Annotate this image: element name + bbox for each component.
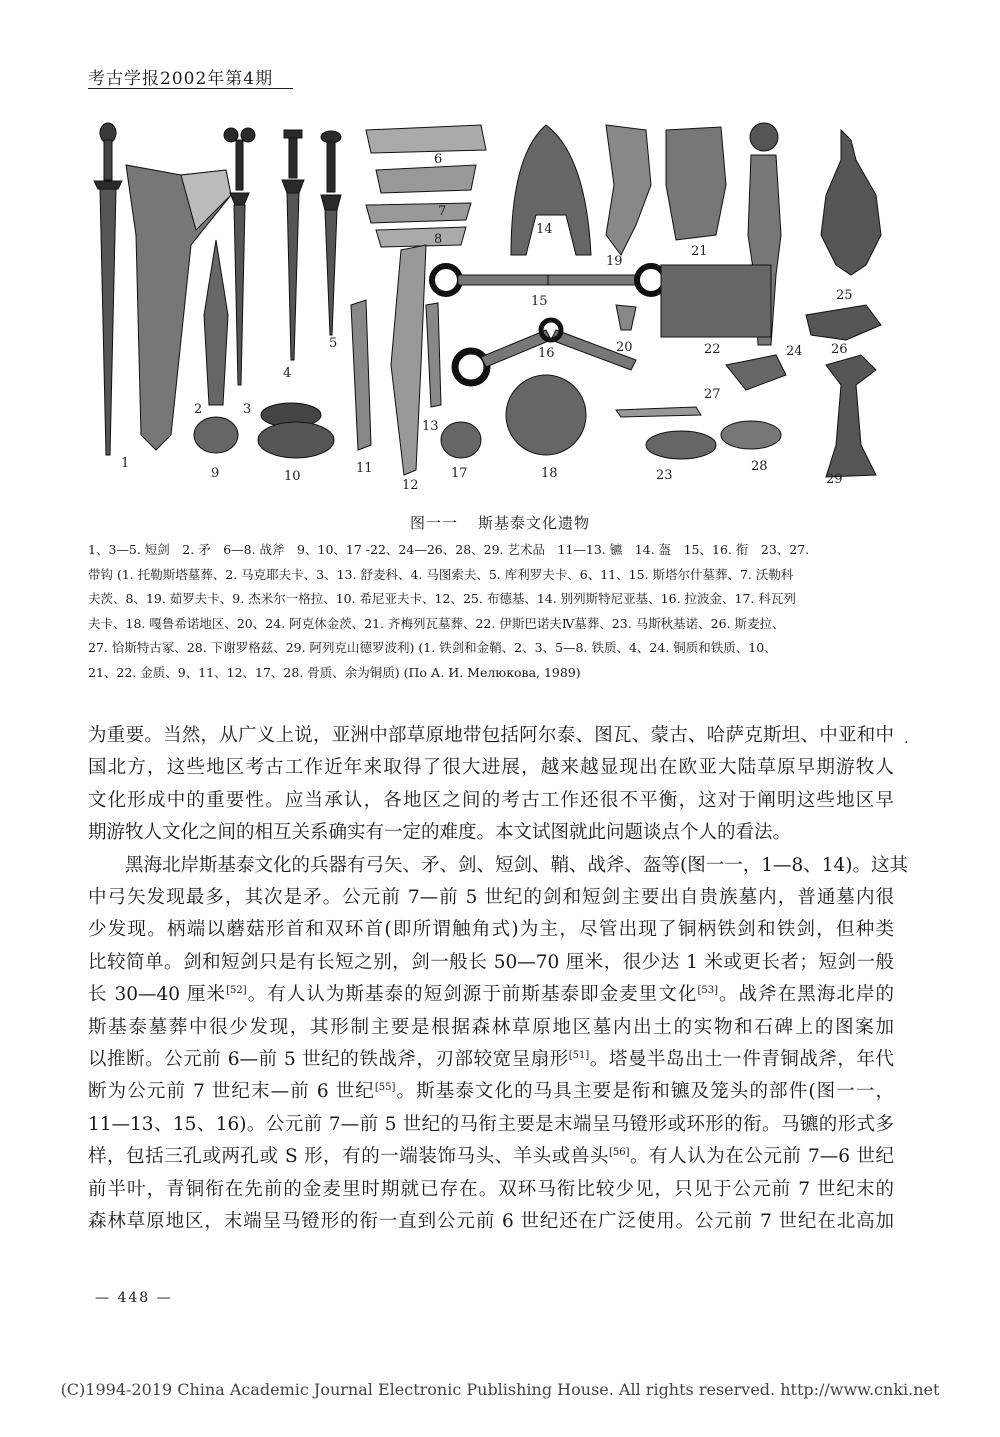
fig-label-25: 25: [836, 288, 853, 303]
body-fragment: 。战斧在黑海北岸的: [718, 984, 894, 1006]
fig-label-17: 17: [451, 466, 468, 481]
margin-mark: ·: [904, 735, 909, 751]
page-number: — 448 —: [95, 1290, 173, 1306]
dagger-5-drawing: [321, 131, 341, 335]
fig-label-18: 18: [541, 466, 558, 481]
plaque-22-drawing: [661, 265, 771, 337]
body-line: 森林草原地区，末端呈马镫形的衔一直到公元前 6 世纪还在广泛使用。公元前 7 世纪在北高加: [88, 1211, 894, 1233]
artifact-figure: [86, 115, 886, 500]
body-line: [88, 1076, 894, 1108]
figure-caption: [88, 538, 894, 685]
fig-label-2: 2: [194, 402, 203, 417]
fig-label-24: 24: [786, 344, 803, 359]
body-fragment: 断为公元前 7 世纪末—前 6 世纪: [88, 1081, 375, 1103]
body-fragment: 以推断。公元前 6—前 5 世纪的铁战斧，刃部较宽呈扇形: [88, 1049, 569, 1071]
fig-label-5: 5: [329, 336, 338, 351]
cheekpieces-11-13-drawing: [351, 245, 441, 475]
fig-label-12: 12: [402, 478, 419, 493]
fig-label-22: 22: [704, 342, 721, 357]
body-line: 黑海北岸斯基泰文化的兵器有弓矢、矛、剑、短剑、鞘、战斧、盔等(图一一，1—8、14)。这其: [125, 854, 909, 876]
sword-1-drawing: [94, 123, 122, 455]
fig-label-28: 28: [751, 459, 768, 474]
body-line: 前半叶，青铜衔在先前的金麦里时期就已存在。双环马衔比较少见，只见于公元前 7 世纪末的: [88, 1178, 894, 1200]
body-fragment: 。有人认为在公元前 7—6 世纪: [629, 1146, 894, 1168]
finial-25-drawing: [821, 130, 881, 275]
body-line: [88, 1044, 894, 1076]
fig-label-23: 23: [656, 468, 673, 483]
header-rule: [88, 88, 293, 89]
fig-label-1: 1: [121, 456, 130, 471]
art-19-drawing: [606, 125, 651, 255]
body-line: [88, 1141, 894, 1173]
caption-line: 夫卡、18. 嘎鲁希诺地区、20、24. 阿克休金茨、21. 齐梅列瓦墓葬、22. 伊斯巴诺夫Ⅳ墓葬、23. 马斯秋基诺、26. 斯麦拉、: [88, 615, 785, 631]
caption-line: 带钩 (1. 托勒斯塔墓葬、2. 马克耶夫卡、3、13. 舒麦科、4. 马图索夫、5. 库利罗夫卡、6、11、15. 斯塔尔什墓葬、7. 沃勒科: [88, 566, 794, 582]
art-23-28-drawing: [616, 407, 781, 459]
caption-line: 夫茨、8、19. 茹罗夫卡、9. 杰米尔一格拉、10. 希尼亚夫卡、12、25. 布德基、14. 别列斯特尼亚基、16. 拉波金、17. 科瓦列: [88, 591, 796, 606]
fig-label-13: 13: [422, 419, 439, 434]
fig-label-10: 10: [284, 469, 301, 484]
fig-label-15: 15: [531, 294, 548, 309]
figure-number: 图一一: [409, 514, 458, 532]
body-line: 比较简单。剑和短剑只是有长短之别，剑一般长 50—70 厘米，很少达 1 米或更长者；短剑一般: [88, 951, 894, 973]
body-line: 文化形成中的重要性。应当承认，各地区之间的考古工作还很不平衡，这对于阐明这些地区早: [88, 789, 894, 811]
fig-label-19: 19: [606, 254, 623, 269]
fig-label-11: 11: [356, 461, 373, 476]
dagger-4-drawing: [282, 130, 304, 360]
fig-label-27: 27: [704, 387, 721, 402]
figure-name: 斯基泰文化遗物: [478, 514, 591, 532]
art-27-drawing: [726, 355, 786, 390]
body-line: 中弓矢发现最多，其次是矛。公元前 7—前 5 世纪的剑和短剑主要出自贵族墓内，普通墓内很: [88, 887, 894, 909]
body-fragment: 。斯基泰文化的马具主要是衔和镳及笼头的部件(图一一，: [395, 1081, 894, 1103]
figure-title: [0, 512, 1000, 533]
body-line: 期游牧人文化之间的相互关系确实有一定的难度。本文试图就此问题谈点个人的看法。: [88, 822, 792, 844]
body-line: 斯基泰墓葬中很少发现，其形制主要是根据森林草原地区墓内出土的实物和石碑上的图案加: [88, 1016, 894, 1038]
fig-label-21: 21: [691, 244, 708, 259]
fig-label-14: 14: [536, 222, 553, 237]
fig-label-3: 3: [243, 402, 252, 417]
reference-56[interactable]: [56]: [608, 1147, 630, 1159]
body-fragment: 。有人认为斯基泰的短剑源于前斯基泰即金麦里文化: [246, 984, 698, 1006]
copyright-notice: (C)1994-2019 China Academic Journal Electronic Publishing House. All rights reserved. http://www.cnki.net: [60, 1380, 940, 1399]
caption-line: 1、3—5. 短剑 2. 矛 6—8. 战斧 9、10、17 -22、24—26、28、29. 艺术品 11—13. 镳 14. 盔 15、16. 衔 23、27.: [88, 542, 810, 557]
body-line: [88, 979, 894, 1011]
art-9-10-drawing: [194, 403, 334, 458]
art-20-drawing: [616, 305, 636, 330]
fig-label-29: 29: [826, 472, 843, 487]
reference-55[interactable]: [55]: [374, 1082, 396, 1094]
fig-label-9: 9: [211, 466, 220, 481]
body-line: 国北方，这些地区考古工作近年来取得了很大进展，越来越显现出在欧亚大陆草原早期游牧人: [88, 757, 894, 779]
body-line: 11—13、15、16)。公元前 7—前 5 世纪的马衔主要是末端呈马镫形或环形的衔。马镳的形式多: [88, 1113, 894, 1135]
art-17-18-drawing: [441, 375, 586, 458]
reference-51[interactable]: [51]: [568, 1049, 590, 1061]
reference-53[interactable]: [53]: [697, 985, 718, 997]
fig-label-26: 26: [831, 342, 848, 357]
bit-15-drawing: [432, 266, 665, 294]
fig-label-8: 8: [434, 232, 443, 247]
art-21-drawing: [666, 127, 726, 240]
art-29-drawing: [826, 355, 876, 477]
caption-line: 27. 恰斯特古冢、28. 下谢罗格兹、29. 阿列克山德罗波利) (1. 铁剑和金鞘、2、3、5—8. 铁质、4、24. 铜质和铁质、10、: [88, 640, 777, 655]
dagger-3-drawing: [224, 128, 255, 385]
fig-label-20: 20: [616, 340, 633, 355]
fig-label-7: 7: [438, 204, 447, 219]
body-fragment: 。塔曼半岛出土一件青铜战斧，年代: [589, 1049, 894, 1071]
fig-label-6: 6: [434, 152, 443, 167]
art-26-drawing: [806, 305, 881, 340]
running-header: 考古学报2002年第4期: [88, 69, 274, 89]
body-fragment: 长 30—40 厘米: [88, 984, 227, 1006]
caption-line: 21、22. 金质、9、11、12、17、28. 骨质、余为铜质) (По А. И. Мелюкова, 1989): [88, 664, 581, 680]
axes-6-8-drawing: [366, 125, 486, 247]
body-fragment: 样，包括三孔或两孔或 S 形，有的一端装饰马头、羊头或兽头: [88, 1146, 609, 1168]
body-text: [88, 720, 909, 1239]
fig-label-4: 4: [283, 366, 292, 381]
body-line: 少发现。柄端以蘑菇形首和双环首(即所谓触角式)为主，尽管出现了铜柄铁剑和铁剑，但种类: [88, 919, 894, 941]
body-line: 为重要。当然，从广义上说，亚洲中部草原地带包括阿尔泰、图瓦、蒙古、哈萨克斯坦、中亚和中: [88, 725, 894, 746]
fig-label-16: 16: [538, 346, 555, 361]
reference-52[interactable]: [52]: [226, 985, 247, 997]
spear-2-drawing: [204, 240, 228, 405]
